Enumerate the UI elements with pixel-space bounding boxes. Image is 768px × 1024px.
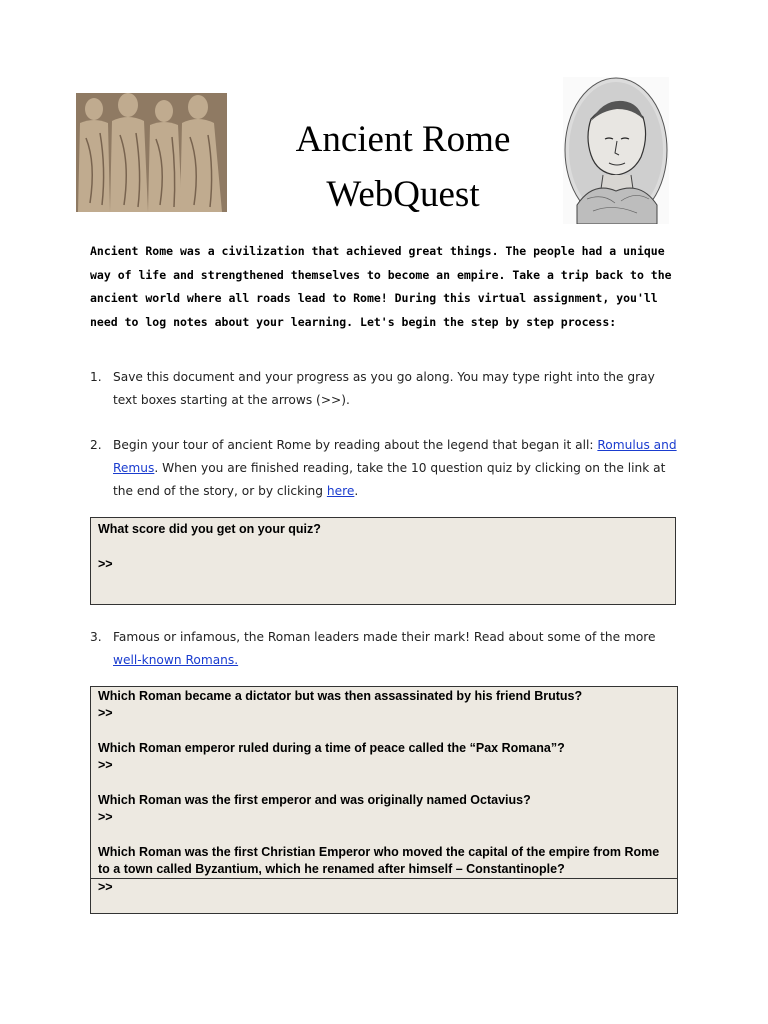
- step-2-text-before: Begin your tour of ancient Rome by reading about the legend that began it all:: [113, 438, 598, 452]
- roman-relief-image: [76, 93, 227, 212]
- title-line-2: WebQuest: [326, 174, 480, 215]
- step-1-text: Save this document and your progress as you go along. You may type right into the gray text boxes starting at the arrows (>>).: [113, 370, 655, 407]
- step-1: [90, 366, 680, 412]
- leader-answer-field-2[interactable]: >>: [98, 758, 113, 772]
- quiz-score-answer-field[interactable]: >>: [98, 557, 113, 571]
- step-3: [90, 626, 680, 672]
- roman-figures-illustration: [76, 93, 227, 212]
- emperor-bust-illustration: [563, 77, 669, 224]
- step-2-text-after: .: [354, 484, 359, 498]
- title-line-1: Ancient Rome: [295, 119, 511, 160]
- step-2-text: [113, 434, 680, 503]
- romulus-and-remus-link[interactable]: Romulus and Remus: [113, 438, 677, 475]
- leader-question-2: Which Roman emperor ruled during a time of peace called the “Pax Romana”?: [98, 741, 565, 755]
- step-2-number: 2.: [90, 438, 102, 452]
- step-2-text-middle: . When you are finished reading, take the 10 question quiz by clicking on the link at the end of the story, or by clicking: [113, 461, 666, 498]
- roman-leaders-box: [90, 686, 678, 914]
- quiz-score-question: What score did you get on your quiz?: [98, 522, 321, 536]
- intro-paragraph: Ancient Rome was a civilization that achieved great things. The people had a unique way of life and strengthened themselves to become an empire. Take a trip back to the ancient world where all roads lead to Rome! During this virtual assignment, you'll need to log notes about your learning. Let's begin the step by step process:: [90, 244, 672, 329]
- step-1-number: 1.: [90, 370, 102, 384]
- step-3-number: 3.: [90, 630, 102, 644]
- leader-question-3: Which Roman was the first emperor and was originally named Octavius?: [98, 793, 531, 807]
- leader-question-4: Which Roman was the first Christian Emperor who moved the capital of the empire from Rome to a town called Byzantium, which he renamed after himself – Constantinople?: [98, 845, 660, 876]
- roman-portrait-image: [563, 77, 669, 224]
- step-2: [90, 434, 680, 503]
- quiz-score-box: [90, 517, 676, 605]
- well-known-romans-link[interactable]: well-known Romans.: [113, 653, 239, 667]
- leader-answer-field-4[interactable]: >>: [98, 880, 113, 894]
- leader-question-1: Which Roman became a dictator but was then assassinated by his friend Brutus?: [98, 689, 583, 703]
- page-title: [228, 112, 578, 222]
- quiz-here-link[interactable]: here: [326, 484, 355, 498]
- leader-answer-field-3[interactable]: >>: [98, 810, 113, 824]
- leader-answer-field-1[interactable]: >>: [98, 706, 113, 720]
- step-3-text-before: Famous or infamous, the Roman leaders made their mark! Read about some of the more: [113, 630, 656, 644]
- step-3-text: [113, 626, 680, 672]
